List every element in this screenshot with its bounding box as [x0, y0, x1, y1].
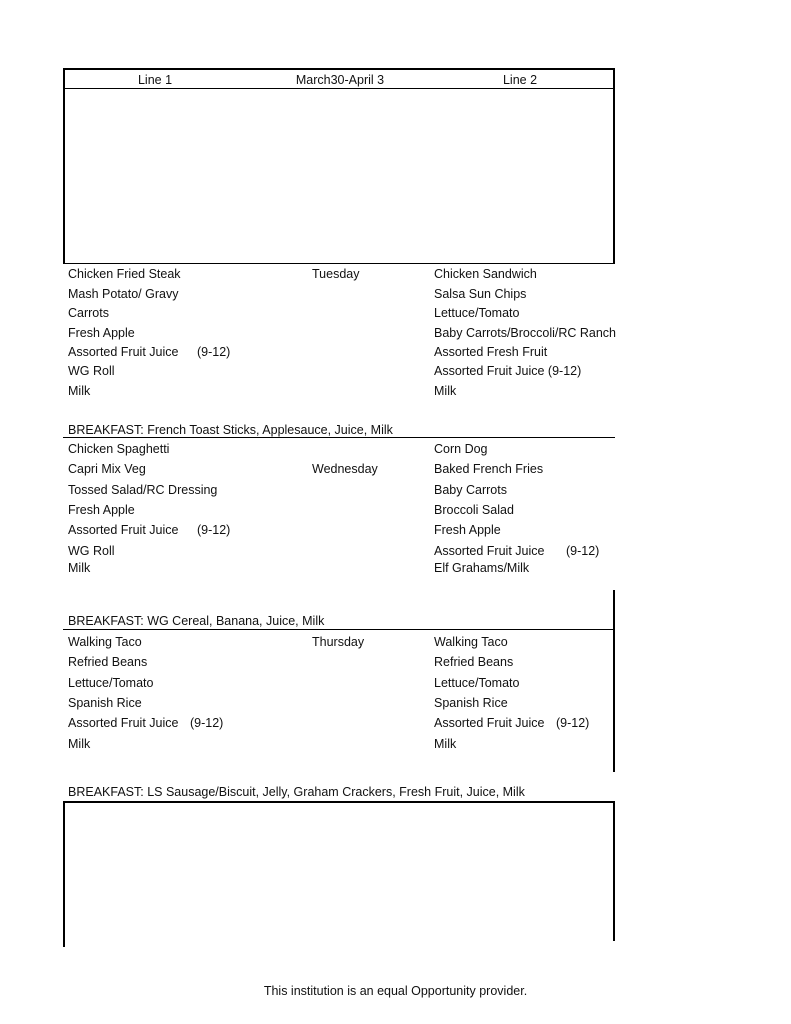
tuesday-breakfast: BREAKFAST: French Toast Sticks, Applesauce, Juice, Milk — [68, 423, 393, 437]
header-line1: Line 1 — [137, 73, 173, 87]
thursday-line1-item: Refried Beans — [68, 655, 148, 669]
table-left-border — [63, 68, 65, 264]
thursday-line1-item: Milk — [68, 737, 91, 751]
tuesday-line2-item: Assorted Fresh Fruit — [434, 345, 548, 359]
thursday-line2-item: Spanish Rice — [434, 696, 508, 710]
tuesday-line2-item: Baby Carrots/Broccoli/RC Ranch — [434, 326, 617, 340]
header-week: March30-April 3 — [295, 73, 385, 87]
tuesday-line1-item: Carrots — [68, 306, 109, 320]
friday-left-border — [63, 801, 65, 947]
wednesday-line1-juice-note: (9-12) — [197, 523, 231, 537]
thursday-line2-item: Walking Taco — [434, 635, 508, 649]
wednesday-line1-item: Assorted Fruit Juice — [68, 523, 179, 537]
friday-right-border — [613, 801, 615, 941]
thursday-line1-item: Spanish Rice — [68, 696, 142, 710]
wednesday-line1-item: Milk — [68, 561, 91, 575]
table-top-border — [63, 68, 615, 70]
wednesday-line1-item: Fresh Apple — [68, 503, 135, 517]
tuesday-line1-item: Assorted Fruit Juice — [68, 345, 179, 359]
wednesday-line1-item: WG Roll — [68, 544, 115, 558]
tuesday-line1-item: Milk — [68, 384, 91, 398]
wednesday-right-border — [613, 590, 615, 630]
wednesday-line2-juice-note: (9-12) — [566, 544, 600, 558]
monday-bottom-border — [63, 263, 615, 264]
header-bottom-border — [63, 88, 615, 89]
thursday-line1-item: Assorted Fruit Juice — [68, 716, 179, 730]
wednesday-line2-item: Elf Grahams/Milk — [434, 561, 530, 575]
table-right-border — [613, 68, 615, 264]
thursday-line2-item: Refried Beans — [434, 655, 514, 669]
tuesday-line1-item: Fresh Apple — [68, 326, 135, 340]
day-label-wednesday: Wednesday — [312, 462, 378, 476]
thursday-bottom-border — [63, 801, 615, 803]
wednesday-line1-item: Chicken Spaghetti — [68, 442, 170, 456]
thursday-line2-item: Milk — [434, 737, 457, 751]
thursday-line2-item: Assorted Fruit Juice — [434, 716, 545, 730]
wednesday-line1-item: Tossed Salad/RC Dressing — [68, 483, 218, 497]
tuesday-line2-item: Chicken Sandwich — [434, 267, 537, 281]
wednesday-breakfast: BREAKFAST: WG Cereal, Banana, Juice, Milk — [68, 614, 325, 628]
thursday-line1-item: Walking Taco — [68, 635, 142, 649]
wednesday-line2-item: Broccoli Salad — [434, 503, 514, 517]
tuesday-line1-item: Mash Potato/ Gravy — [68, 287, 179, 301]
tuesday-line1-item: Chicken Fried Steak — [68, 267, 181, 281]
day-label-tuesday: Tuesday — [312, 267, 360, 281]
wednesday-line1-item: Capri Mix Veg — [68, 462, 146, 476]
wednesday-bottom-border — [63, 629, 615, 630]
tuesday-line1-item: WG Roll — [68, 364, 115, 378]
tuesday-line2-item: Assorted Fruit Juice (9-12) — [434, 364, 582, 378]
header-line2: Line 2 — [502, 73, 538, 87]
footer-statement: This institution is an equal Opportunity provider. — [263, 984, 528, 998]
thursday-line1-item: Lettuce/Tomato — [68, 676, 154, 690]
wednesday-line2-item: Corn Dog — [434, 442, 488, 456]
tuesday-line2-item: Salsa Sun Chips — [434, 287, 527, 301]
wednesday-line2-item: Baked French Fries — [434, 462, 544, 476]
thursday-line2-item: Lettuce/Tomato — [434, 676, 520, 690]
tuesday-line2-item: Milk — [434, 384, 457, 398]
tuesday-line2-item: Lettuce/Tomato — [434, 306, 520, 320]
tuesday-line1-juice-note: (9-12) — [197, 345, 231, 359]
wednesday-line2-item: Assorted Fruit Juice — [434, 544, 545, 558]
wednesday-line2-item: Fresh Apple — [434, 523, 501, 537]
day-label-thursday: Thursday — [312, 635, 365, 649]
thursday-right-border — [613, 629, 615, 772]
thursday-breakfast: BREAKFAST: LS Sausage/Biscuit, Jelly, Graham Crackers, Fresh Fruit, Juice, Milk — [68, 785, 525, 799]
thursday-line1-juice-note: (9-12) — [190, 716, 224, 730]
wednesday-line2-item: Baby Carrots — [434, 483, 507, 497]
thursday-line2-juice-note: (9-12) — [556, 716, 590, 730]
